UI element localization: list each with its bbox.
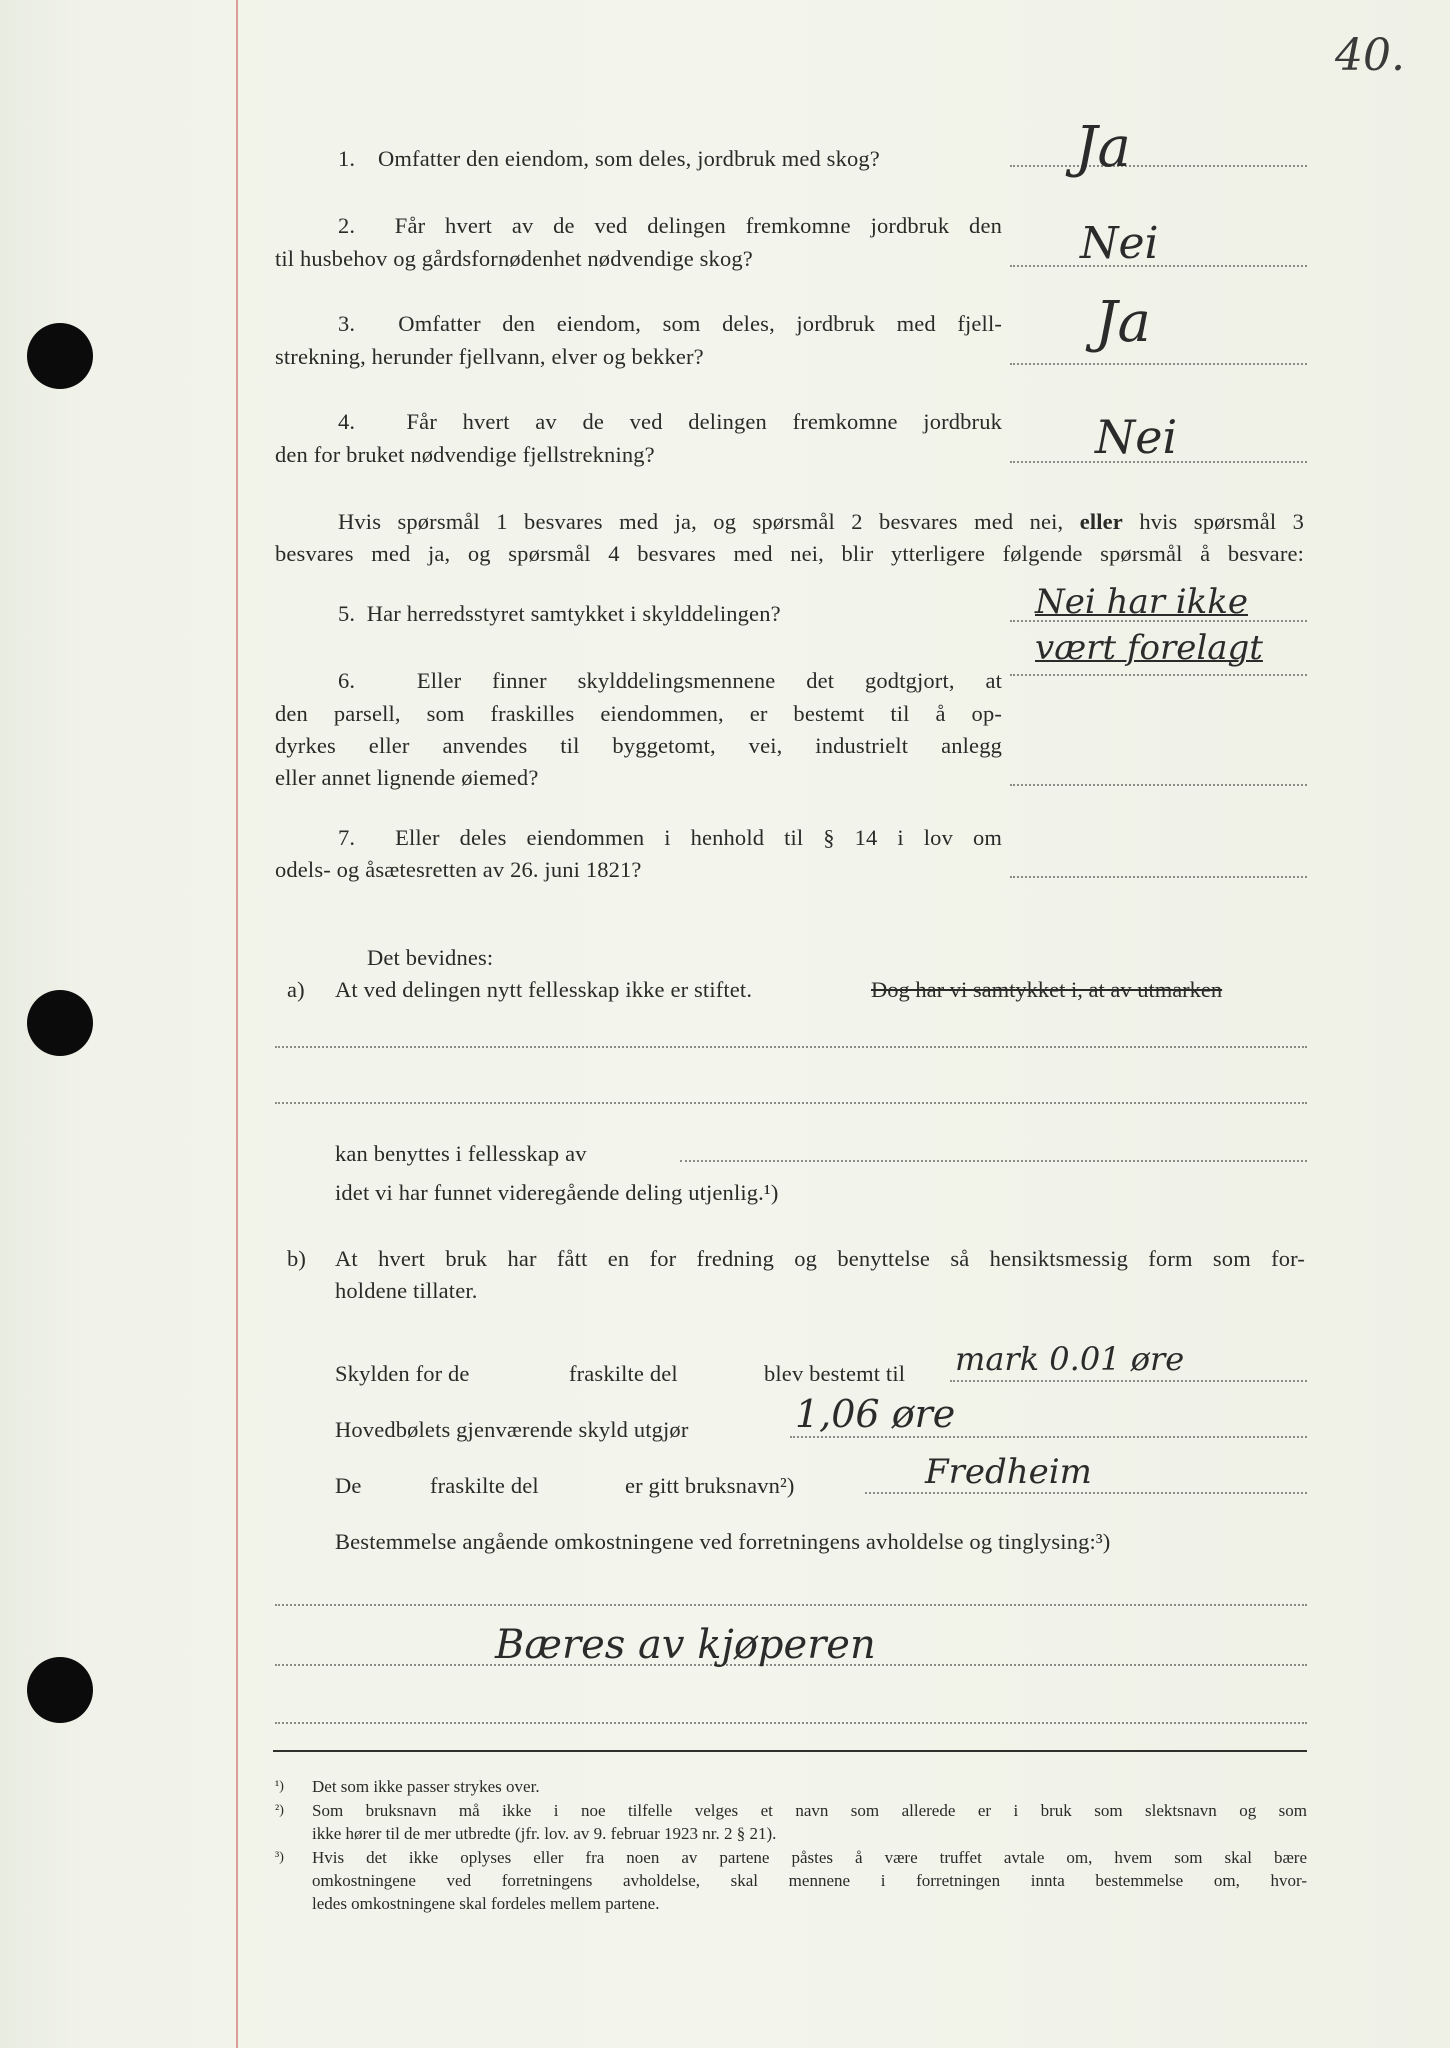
answer-7-line (1010, 876, 1307, 878)
footnote-3-mark: ³) (275, 1850, 284, 1865)
skyld-row2-label: Hovedbølets gjenværende skyld utgjør (335, 1417, 689, 1442)
item-a-blank-line-2 (275, 1102, 1307, 1104)
question-3-line-2: strekning, herunder fjellvann, elver og bekker? (275, 344, 704, 369)
cost-provision-label: Bestemmelse angående omkostningene ved forretningens avholdelse og tinglysing:³) (335, 1529, 1111, 1554)
question-3-line-1: 3. Omfatter den eiendom, som deles, jordbruk med fjell- (338, 311, 1002, 336)
answer-3-line (1010, 363, 1307, 365)
question-7-line-1: 7. Eller deles eiendommen i henhold til § 14 i lov om (338, 825, 1002, 850)
question-5-text: 5. Har herredsstyret samtykket i skylddelingen? (338, 601, 781, 626)
answer-5-6-handwritten-line-1: Nei har ikke (1035, 582, 1248, 622)
item-b-line-1: At hvert bruk har fått en for fredning og benyttelse så hensiktsmessig form som for- (335, 1246, 1305, 1271)
footnote-3-line-2: omkostningene ved forretningens avholdelse, skal mennene i forretningen innta bestemmelse om, hvor- (312, 1871, 1307, 1890)
question-6-line-2: den parsell, som fraskilles eiendommen, er bestemt til å op- (275, 701, 1002, 726)
skyld-row1-word-3: blev bestemt til (764, 1361, 906, 1386)
skyld-row1-handwritten: mark 0.01 øre (955, 1340, 1185, 1378)
shared-use-line (680, 1160, 1307, 1162)
answer-1-line (1010, 165, 1307, 167)
answer-4-handwritten: Nei (1095, 410, 1178, 464)
skyld-row3-handwritten: Fredheim (925, 1452, 1092, 1492)
item-a-text: At ved delingen nytt fellesskap ikke er stiftet. (335, 977, 753, 1002)
question-4-line-1: 4. Får hvert av de ved delingen fremkomne jordbruk (338, 409, 1002, 434)
answer-2-handwritten: Nei (1080, 218, 1159, 269)
answer-6-line-a (1010, 674, 1307, 676)
question-1-number: 1. (338, 146, 356, 171)
answer-6-line-b (1010, 784, 1307, 786)
footnote-separator (273, 1750, 1307, 1752)
question-4-line-2: den for bruket nødvendige fjellstrekning? (275, 442, 655, 467)
conditional-paragraph-line-1: Hvis spørsmål 1 besvares med ja, og spørsmål 2 besvares med nei, eller hvis spørsmål 3 (338, 509, 1304, 534)
skyld-row3-line (865, 1492, 1307, 1494)
footnote-3-line-1: Hvis det ikke oplyses eller fra noen av partene påstes å være truffet avtale om, hvem som skal bære (312, 1848, 1307, 1867)
skyld-row3-word-2: fraskilte del (430, 1473, 539, 1498)
footnote-1-text: Det som ikke passer strykes over. (312, 1777, 540, 1796)
skyld-row1-word-1: Skylden for de (335, 1361, 470, 1386)
question-1-text: Omfatter den eiendom, som deles, jordbruk med skog? (378, 146, 880, 171)
item-b-label: b) (287, 1246, 307, 1271)
question-6-line-1: 6. Eller finner skylddelingsmennene det godtgjort, at (338, 668, 1002, 693)
skyld-row3-word-3: er gitt bruksnavn²) (625, 1473, 795, 1498)
footnote-1-mark: ¹) (275, 1779, 284, 1794)
question-6-line-3: dyrkes eller anvendes til byggetomt, vei, industrielt anlegg (275, 733, 1002, 758)
punch-hole-top (27, 323, 93, 389)
item-b-line-2: holdene tillater. (335, 1278, 478, 1303)
question-7-line-2: odels- og åsætesretten av 26. juni 1821? (275, 857, 642, 882)
footnote-3-line-3: ledes omkostningene skal fordeles mellem partene. (312, 1894, 660, 1913)
footnote-2-line-1: Som bruksnavn må ikke i noe tilfelle velges et navn som allerede er i bruk som slektsnavn og som (312, 1801, 1307, 1820)
reason-text: idet vi har funnet videregående deling utjenlig.¹) (335, 1180, 779, 1205)
skyld-row1-line (950, 1380, 1307, 1382)
answer-1-handwritten: Ja (1075, 115, 1131, 180)
cost-blank-line-1 (275, 1604, 1307, 1606)
answer-3-handwritten: Ja (1095, 290, 1151, 355)
certification-heading: Det bevidnes: (367, 945, 494, 970)
cost-handwritten: Bæres av kjøperen (495, 1622, 876, 1668)
question-2-line-1: 2. Får hvert av de ved delingen fremkomne jordbruk den (338, 213, 1002, 238)
conditional-paragraph-line-2: besvares med ja, og spørsmål 4 besvares med nei, blir ytterligere følgende spørsmål å besvare: (275, 541, 1304, 566)
handwritten-page-number: 40. (1335, 30, 1405, 81)
red-margin-line (236, 0, 238, 2048)
question-6-line-4: eller annet lignende øiemed? (275, 765, 539, 790)
punch-hole-middle (27, 990, 93, 1056)
cost-blank-line-3 (275, 1722, 1307, 1724)
question-2-line-2: til husbehov og gårdsfornødenhet nødvendige skog? (275, 246, 753, 271)
answer-5-6-handwritten-line-2: vært forelagt (1035, 628, 1263, 668)
footnote-2-line-2: ikke hører til de mer utbredte (jfr. lov. av 9. februar 1923 nr. 2 § 21). (312, 1824, 777, 1843)
item-a-blank-line-1 (275, 1046, 1307, 1048)
item-a-label: a) (287, 977, 305, 1002)
item-a-struck-text: Dog har vi samtykket i, at av utmarken (871, 977, 1223, 1002)
skyld-row2-line (790, 1436, 1307, 1438)
shared-use-label: kan benyttes i fellesskap av (335, 1141, 587, 1166)
skyld-row3-word-1: De (335, 1473, 362, 1498)
skyld-row1-word-2: fraskilte del (569, 1361, 678, 1386)
punch-hole-bottom (27, 1657, 93, 1723)
skyld-row2-handwritten: 1,06 øre (795, 1392, 956, 1436)
footnote-2-mark: ²) (275, 1803, 284, 1818)
